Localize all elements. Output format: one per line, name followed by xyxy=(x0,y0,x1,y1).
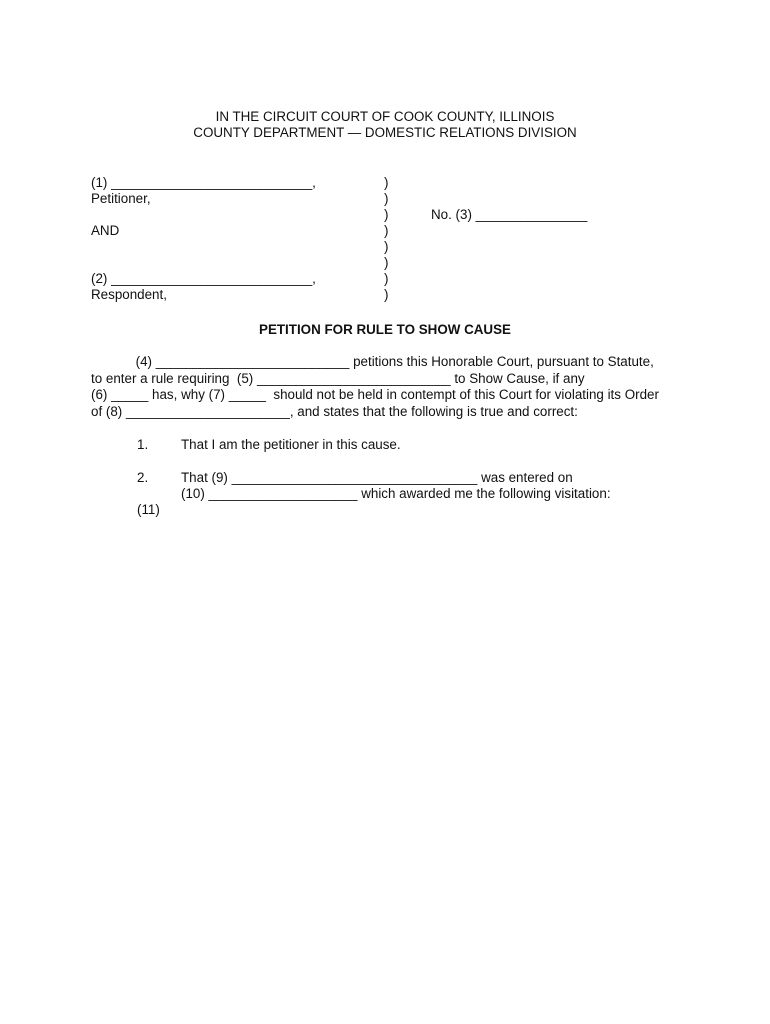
caption-paren: ) xyxy=(384,191,389,206)
body-line[interactable]: (6) _____ has, why (7) _____ should not be held in contempt of this Court for violating its Order xyxy=(91,387,659,402)
case-caption-parties xyxy=(91,175,316,303)
item-2-number: 2. xyxy=(137,470,149,485)
item-1-text: That I am the petitioner in this cause. xyxy=(181,437,401,452)
item-1-number: 1. xyxy=(137,437,149,452)
caption-paren: ) xyxy=(384,271,389,286)
caption-paren: ) xyxy=(384,239,389,254)
petition-title: PETITION FOR RULE TO SHOW CAUSE xyxy=(259,322,511,337)
court-name: IN THE CIRCUIT COURT OF COOK COUNTY, ILLINOIS xyxy=(215,109,555,124)
petitioner-label: Petitioner, xyxy=(91,191,151,206)
body-line[interactable]: (4) __________________________ petitions this Honorable Court, pursuant to Statute, xyxy=(91,354,654,369)
respondent-label: Respondent, xyxy=(91,287,167,302)
caption-paren: ) xyxy=(384,287,389,302)
item-11-number: (11) xyxy=(137,502,160,517)
petition-body xyxy=(91,354,691,420)
court-header xyxy=(0,109,770,141)
caption-paren: ) xyxy=(384,207,389,222)
caption-paren: ) xyxy=(384,175,389,190)
caption-paren: ) xyxy=(384,223,389,238)
petitioner-name-field[interactable]: (1) ___________________________, xyxy=(91,175,316,190)
item-2-order-field[interactable]: That (9) _________________________________ was entered on xyxy=(181,470,573,485)
caption-divider xyxy=(384,175,388,303)
court-division: COUNTY DEPARTMENT — DOMESTIC RELATIONS DIVISION xyxy=(193,125,577,140)
and-label: AND xyxy=(91,223,120,238)
body-line[interactable]: of (8) ______________________, and states that the following is true and correct: xyxy=(91,403,578,419)
body-line[interactable]: to enter a rule requiring (5) __________________________ to Show Cause, if any xyxy=(91,370,585,386)
caption-paren: ) xyxy=(384,255,389,270)
item-2-date-field[interactable]: (10) ____________________ which awarded me the following visitation: xyxy=(181,486,611,501)
respondent-name-field[interactable]: (2) ___________________________, xyxy=(91,271,316,286)
case-number-field[interactable]: No. (3) _______________ xyxy=(431,207,588,222)
